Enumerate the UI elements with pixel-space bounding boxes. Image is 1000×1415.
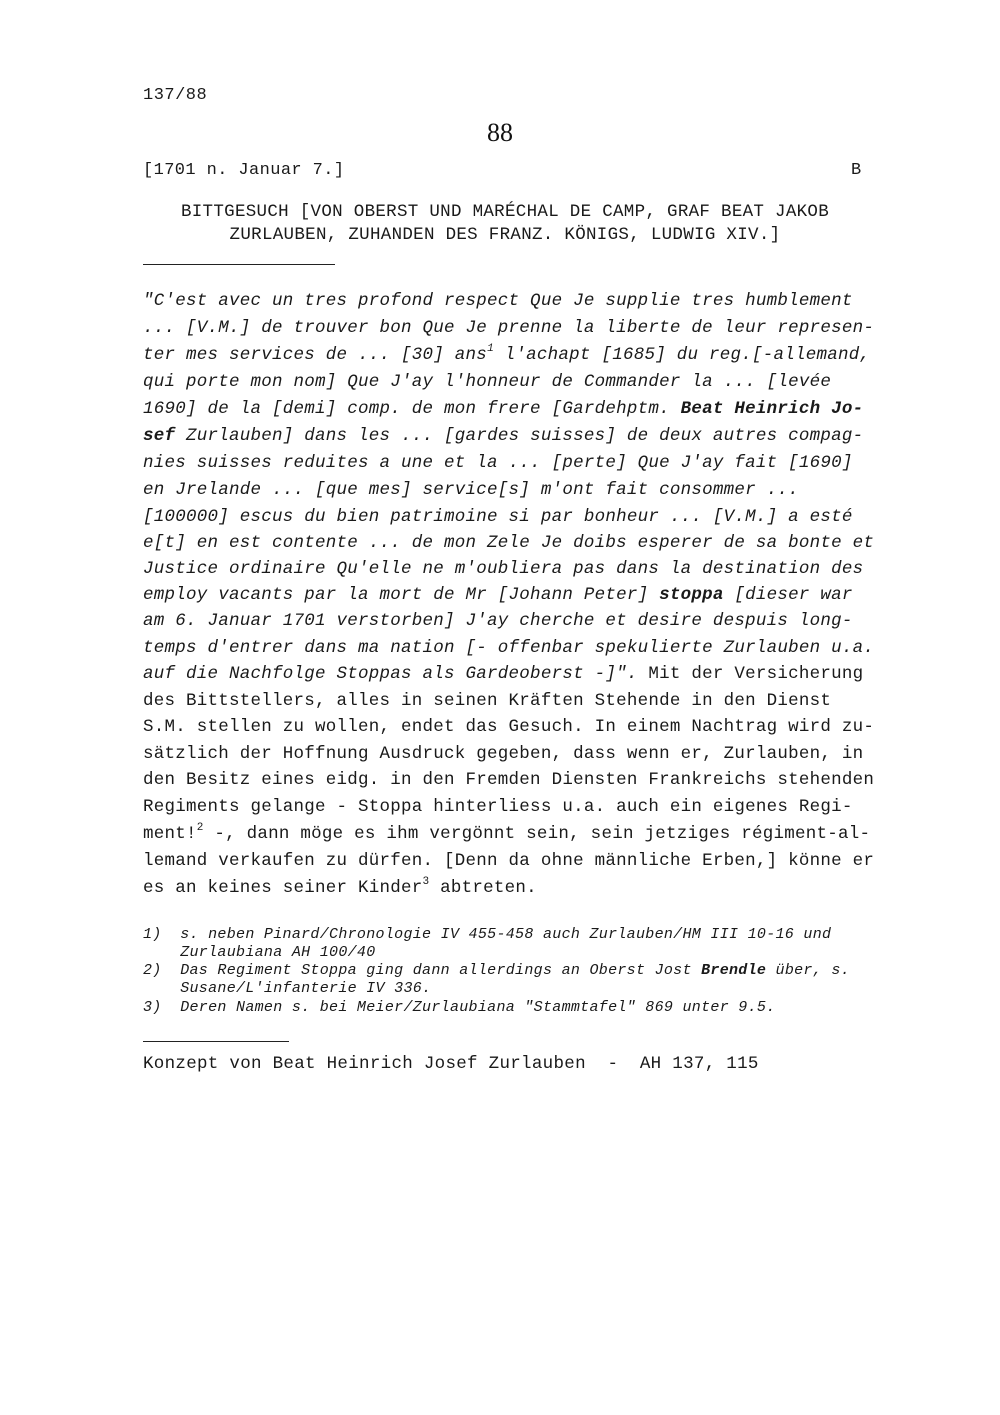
source-divider — [143, 1041, 289, 1042]
source-citation: Konzept von Beat Heinrich Josef Zurlauben - AH 137, 115 — [143, 1054, 759, 1074]
body-line: Justice ordinaire Qu'elle ne m'oubliera pas dans la destination des — [143, 559, 864, 579]
text-run: über, s. — [766, 962, 850, 979]
text-run: [dieser war — [723, 585, 853, 605]
body-line: Regiments gelange - Stoppa hinterliess u.a. auch ein eigenes Regi- — [143, 797, 853, 817]
body-line: temps d'entrer dans ma nation [- offenbar spekulierte Zurlauben u.a. — [143, 638, 875, 658]
footnote-ref-2: 2 — [196, 822, 204, 835]
bold-name: Brendle — [701, 962, 767, 979]
text-run: Mit der Versicherung — [637, 664, 864, 684]
body-line — [143, 426, 863, 446]
footnote-ref-3: 3 — [422, 876, 430, 889]
document-reference-id: 137/88 — [143, 86, 208, 105]
footnote-1-cont: Zurlaubiana AH 100/40 — [143, 944, 376, 961]
text-run: Zurlauben] dans les ... [gardes suisses] de deux autres compag- — [175, 426, 864, 446]
text-run: 1690] de la [demi] comp. de mon frere [Gardehptm. — [143, 399, 681, 419]
body-line: lemand verkaufen zu dürfen. [Denn da ohne männliche Erben,] könne er — [143, 851, 875, 871]
title-line-1: BITTGESUCH [VON OBERST UND MARÉCHAL DE CAMP, GRAF BEAT JAKOB — [180, 202, 830, 222]
body-line — [143, 399, 863, 419]
title-divider — [143, 264, 335, 265]
footnote-2 — [143, 962, 850, 979]
title-line-2: ZURLAUBEN, ZUHANDEN DES FRANZ. KÖNIGS, LUDWIG XIV.] — [229, 225, 781, 245]
text-run: ter mes services de ... [30] ans — [143, 345, 488, 365]
bold-name: stoppa — [659, 585, 724, 605]
body-line — [143, 664, 863, 684]
footnote-2-cont: Susane/L'infanterie IV 336. — [143, 980, 432, 997]
text-run: l'achapt [1685] du reg.[-allemand, — [493, 345, 871, 365]
body-line — [143, 824, 870, 844]
text-run: ment! — [143, 824, 197, 844]
body-line — [143, 345, 870, 365]
body-line — [143, 585, 853, 605]
body-line — [143, 878, 537, 898]
footnote-ref-1: 1 — [487, 343, 494, 356]
bold-name: sef — [143, 426, 176, 446]
body-line: S.M. stellen zu wollen, endet das Gesuch. In einem Nachtrag wird zu- — [143, 717, 875, 737]
text-run: auf die Nachfolge Stoppas als Gardeoberst -]". — [143, 664, 638, 684]
footnote-1: 1) s. neben Pinard/Chronologie IV 455-458 auch Zurlauben/HM III 10-16 und — [143, 926, 832, 943]
body-line: [100000] escus du bien patrimoine si par bonheur ... [V.M.] a esté — [143, 507, 853, 527]
bold-name: Beat Heinrich Jo- — [680, 399, 864, 419]
text-run: 2) Das Regiment Stoppa ging dann allerdings an Oberst Jost — [143, 962, 702, 979]
body-line: am 6. Januar 1701 verstorben] J'ay cherche et desire despuis long- — [143, 611, 853, 631]
text-run: employ vacants par la mort de Mr [Johann Peter] — [143, 585, 660, 605]
footnote-3: 3) Deren Namen s. bei Meier/Zurlaubiana "Stammtafel" 869 unter 9.5. — [143, 999, 776, 1016]
body-line: e[t] en est contente ... de mon Zele Je doibs esperer de sa bonte et — [143, 533, 875, 553]
body-line: "C'est avec un tres profond respect Que Je supplie tres humblement — [143, 291, 853, 311]
body-line: qui porte mon nom] Que J'ay l'honneur de Commander la ... [levée — [143, 372, 832, 392]
body-line: des Bittstellers, alles in seinen Kräften Stehende in den Dienst — [143, 691, 832, 711]
document-date: [1701 n. Januar 7.] — [143, 161, 345, 180]
body-line: sätzlich der Hoffnung Ausdruck gegeben, dass wenn er, Zurlauben, in — [143, 744, 864, 764]
body-line: nies suisses reduites a une et la ... [perte] Que J'ay fait [1690] — [143, 453, 853, 473]
body-line: en Jrelande ... [que mes] service[s] m'ont fait consommer ... — [143, 480, 799, 500]
body-line: den Besitz eines eidg. in den Fremden Diensten Frankreichs stehenden — [143, 770, 875, 790]
page-number: 88 — [487, 118, 513, 147]
text-run: es an keines seiner Kinder — [143, 878, 423, 898]
text-run: abtreten. — [429, 878, 537, 898]
text-run: -, dann möge es ihm vergönnt sein, sein jetziges régiment-al- — [203, 824, 871, 844]
body-line: ... [V.M.] de trouver bon Que Je prenne la liberte de leur represen- — [143, 318, 875, 338]
document-letter: B — [851, 161, 862, 180]
